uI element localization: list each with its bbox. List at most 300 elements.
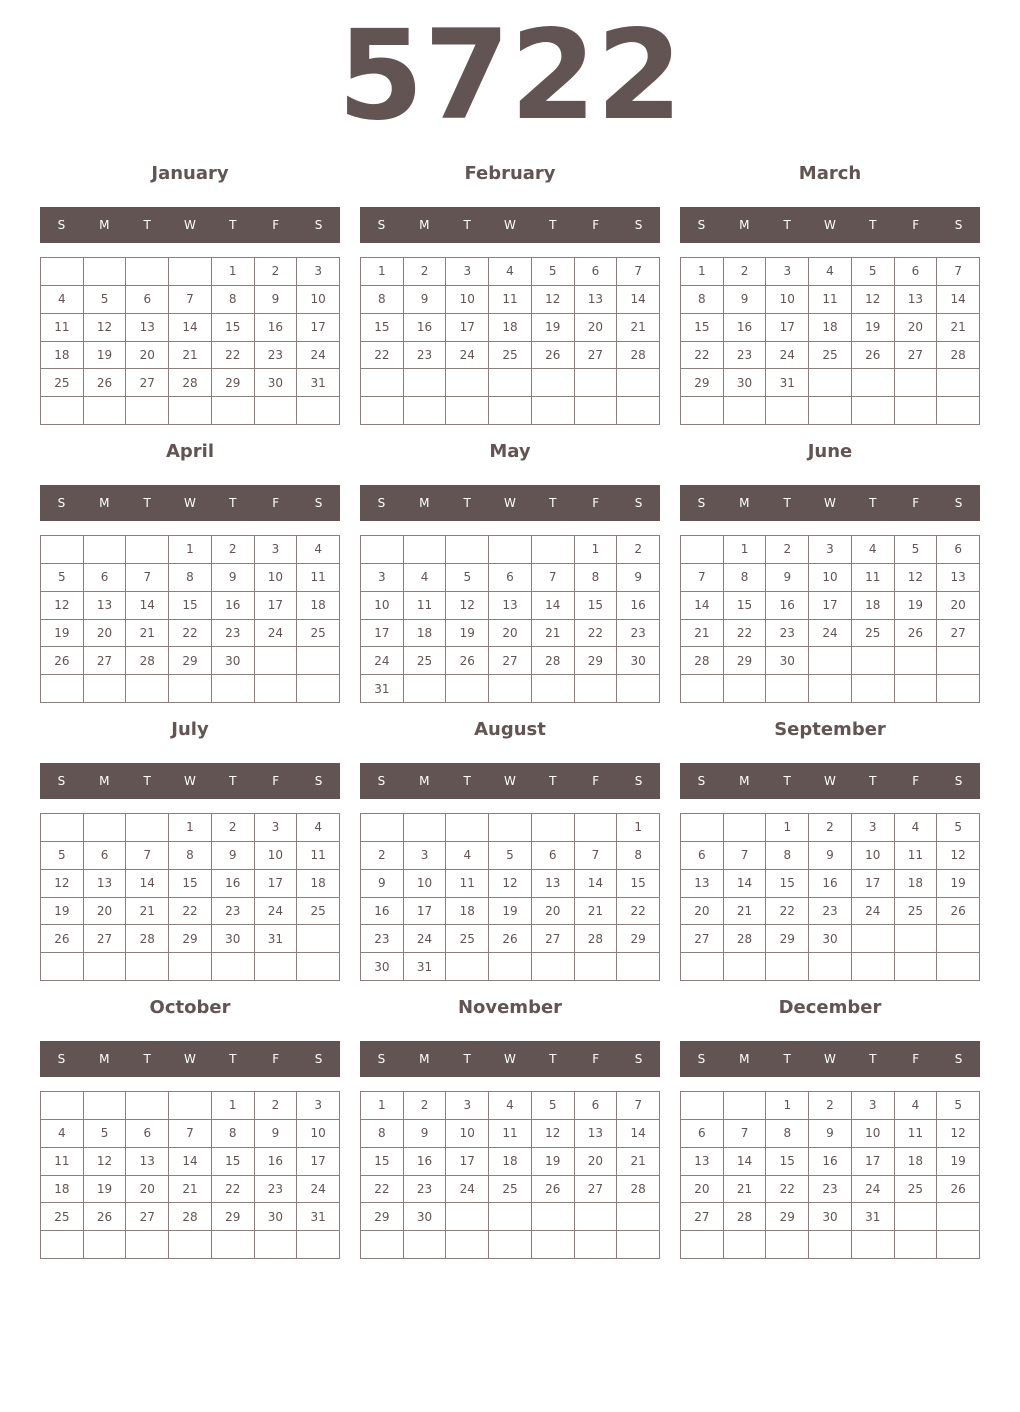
day-cell: 23 (809, 898, 852, 926)
weekday-header (360, 1041, 660, 1077)
weekday-label: S (634, 1052, 643, 1066)
day-cell: 20 (532, 898, 575, 926)
day-cell: 13 (895, 286, 938, 314)
day-cell: 6 (937, 536, 980, 564)
day-cell: 6 (681, 842, 724, 870)
day-cell: 21 (575, 898, 618, 926)
weekday-label: F (592, 1052, 600, 1066)
weekday-label: W (184, 496, 196, 510)
day-cell: 19 (489, 898, 532, 926)
day-cell: 23 (404, 342, 447, 370)
day-cell (41, 953, 84, 981)
day-cell: 29 (575, 647, 618, 675)
day-cell: 10 (852, 1120, 895, 1148)
day-cell (937, 675, 980, 703)
month-october (40, 990, 340, 1260)
day-cell: 23 (212, 620, 255, 648)
day-cell (852, 647, 895, 675)
day-cell (126, 258, 169, 286)
weekday-label: W (184, 1052, 196, 1066)
day-cell: 8 (617, 842, 660, 870)
day-cell: 18 (489, 314, 532, 342)
day-cell (724, 814, 767, 842)
weekday-label: T (229, 1052, 237, 1066)
day-cell: 21 (681, 620, 724, 648)
day-cell (489, 397, 532, 425)
day-cell: 15 (681, 314, 724, 342)
day-cell: 7 (724, 1120, 767, 1148)
day-cell: 29 (212, 1203, 255, 1231)
day-cell: 26 (41, 647, 84, 675)
weekday-label: T (783, 496, 791, 510)
month-july (40, 712, 340, 982)
weekday-label: T (869, 774, 877, 788)
day-cell: 30 (212, 925, 255, 953)
days-grid (360, 535, 660, 703)
day-cell (41, 1231, 84, 1259)
day-cell: 16 (404, 314, 447, 342)
day-cell (617, 953, 660, 981)
day-cell: 30 (404, 1203, 447, 1231)
day-cell (41, 536, 84, 564)
month-november (360, 990, 660, 1260)
day-cell (84, 536, 127, 564)
weekday-label: F (272, 218, 280, 232)
weekday-label: M (99, 1052, 110, 1066)
day-cell (766, 397, 809, 425)
day-cell: 19 (41, 620, 84, 648)
day-cell (937, 647, 980, 675)
day-cell: 19 (84, 1176, 127, 1204)
day-cell: 11 (297, 842, 340, 870)
day-cell: 14 (532, 592, 575, 620)
day-cell: 1 (212, 258, 255, 286)
day-cell: 3 (852, 814, 895, 842)
day-cell (361, 1231, 404, 1259)
weekday-label: T (869, 496, 877, 510)
day-cell: 27 (681, 1203, 724, 1231)
day-cell (766, 953, 809, 981)
day-cell (575, 953, 618, 981)
day-cell: 15 (617, 870, 660, 898)
day-cell: 31 (766, 369, 809, 397)
day-cell: 11 (297, 564, 340, 592)
day-cell: 24 (809, 620, 852, 648)
day-cell (681, 814, 724, 842)
day-cell: 8 (361, 1120, 404, 1148)
day-cell: 14 (126, 870, 169, 898)
day-cell: 28 (617, 342, 660, 370)
day-cell: 14 (169, 314, 212, 342)
day-cell: 25 (809, 342, 852, 370)
day-cell (937, 1231, 980, 1259)
day-cell: 20 (84, 620, 127, 648)
day-cell: 30 (361, 953, 404, 981)
day-cell (126, 675, 169, 703)
day-cell: 17 (766, 314, 809, 342)
day-cell: 28 (617, 1176, 660, 1204)
day-cell: 19 (532, 314, 575, 342)
day-cell: 7 (169, 286, 212, 314)
day-cell: 3 (404, 842, 447, 870)
day-cell (489, 1231, 532, 1259)
day-cell: 19 (532, 1148, 575, 1176)
weekday-label: F (592, 218, 600, 232)
day-cell: 23 (404, 1176, 447, 1204)
day-cell: 10 (852, 842, 895, 870)
day-cell: 9 (809, 1120, 852, 1148)
day-cell (212, 1231, 255, 1259)
day-cell: 13 (84, 870, 127, 898)
weekday-label: M (419, 218, 430, 232)
month-august (360, 712, 660, 982)
day-cell: 11 (404, 592, 447, 620)
day-cell (532, 536, 575, 564)
day-cell: 20 (681, 898, 724, 926)
day-cell: 27 (575, 1176, 618, 1204)
weekday-label: M (419, 1052, 430, 1066)
weekday-label: M (739, 496, 750, 510)
day-cell: 6 (126, 286, 169, 314)
day-cell: 1 (169, 536, 212, 564)
weekday-label: F (592, 774, 600, 788)
day-cell (169, 1092, 212, 1120)
day-cell: 8 (766, 842, 809, 870)
day-cell: 20 (126, 342, 169, 370)
weekday-header (40, 763, 340, 799)
day-cell: 1 (766, 1092, 809, 1120)
day-cell: 1 (766, 814, 809, 842)
day-cell (446, 397, 489, 425)
weekday-label: S (57, 496, 66, 510)
day-cell: 12 (937, 842, 980, 870)
day-cell (575, 675, 618, 703)
day-cell (681, 1231, 724, 1259)
day-cell: 7 (169, 1120, 212, 1148)
weekday-label: W (504, 774, 516, 788)
day-cell: 24 (297, 342, 340, 370)
day-cell: 22 (169, 898, 212, 926)
day-cell: 27 (84, 925, 127, 953)
day-cell (532, 369, 575, 397)
day-cell: 1 (361, 1092, 404, 1120)
weekday-label: T (463, 496, 471, 510)
weekday-label: T (549, 218, 557, 232)
day-cell: 31 (297, 1203, 340, 1231)
day-cell (724, 675, 767, 703)
day-cell: 11 (895, 1120, 938, 1148)
weekday-label: W (824, 496, 836, 510)
day-cell: 21 (937, 314, 980, 342)
day-cell: 4 (489, 1092, 532, 1120)
day-cell: 19 (937, 1148, 980, 1176)
day-cell (84, 1231, 127, 1259)
day-cell: 17 (809, 592, 852, 620)
day-cell: 20 (575, 314, 618, 342)
month-name: July (171, 719, 209, 740)
day-cell (446, 814, 489, 842)
day-cell: 18 (297, 592, 340, 620)
day-cell: 18 (446, 898, 489, 926)
weekday-label: S (954, 1052, 963, 1066)
day-cell (617, 369, 660, 397)
day-cell: 16 (255, 314, 298, 342)
weekday-label: T (463, 1052, 471, 1066)
weekday-label: M (739, 774, 750, 788)
day-cell: 5 (895, 536, 938, 564)
day-cell (724, 1231, 767, 1259)
day-cell: 27 (126, 1203, 169, 1231)
day-cell (169, 953, 212, 981)
day-cell: 9 (404, 286, 447, 314)
day-cell: 9 (255, 286, 298, 314)
weekday-label: W (824, 1052, 836, 1066)
day-cell: 24 (446, 1176, 489, 1204)
day-cell (297, 647, 340, 675)
day-cell: 26 (84, 1203, 127, 1231)
day-cell (126, 1231, 169, 1259)
day-cell: 12 (532, 286, 575, 314)
day-cell: 26 (895, 620, 938, 648)
day-cell: 23 (809, 1176, 852, 1204)
day-cell: 1 (575, 536, 618, 564)
weekday-header (680, 763, 980, 799)
day-cell: 2 (255, 258, 298, 286)
day-cell: 25 (446, 925, 489, 953)
day-cell: 18 (404, 620, 447, 648)
day-cell: 31 (404, 953, 447, 981)
day-cell: 5 (852, 258, 895, 286)
day-cell: 8 (169, 842, 212, 870)
day-cell: 17 (255, 592, 298, 620)
day-cell (937, 369, 980, 397)
month-name: November (457, 997, 563, 1018)
day-cell: 22 (212, 1176, 255, 1204)
day-cell: 29 (617, 925, 660, 953)
weekday-label: S (954, 218, 963, 232)
weekday-label: F (272, 774, 280, 788)
day-cell: 22 (766, 1176, 809, 1204)
day-cell (575, 1203, 618, 1231)
weekday-label: S (314, 218, 323, 232)
month-name: October (149, 997, 231, 1018)
day-cell (575, 814, 618, 842)
day-cell: 22 (724, 620, 767, 648)
weekday-label: T (229, 774, 237, 788)
day-cell: 12 (532, 1120, 575, 1148)
days-grid (40, 1091, 340, 1259)
day-cell: 8 (724, 564, 767, 592)
day-cell (212, 953, 255, 981)
day-cell: 8 (212, 1120, 255, 1148)
day-cell: 18 (41, 342, 84, 370)
day-cell: 12 (852, 286, 895, 314)
day-cell: 9 (361, 870, 404, 898)
weekday-label: S (377, 218, 386, 232)
day-cell: 28 (169, 1203, 212, 1231)
day-cell (255, 397, 298, 425)
day-cell (575, 369, 618, 397)
day-cell: 12 (895, 564, 938, 592)
day-cell: 15 (361, 1148, 404, 1176)
weekday-label: F (912, 218, 920, 232)
day-cell: 17 (852, 870, 895, 898)
day-cell: 8 (681, 286, 724, 314)
day-cell: 13 (937, 564, 980, 592)
day-cell: 22 (212, 342, 255, 370)
day-cell: 29 (681, 369, 724, 397)
day-cell: 30 (766, 647, 809, 675)
day-cell (809, 397, 852, 425)
day-cell: 17 (446, 314, 489, 342)
day-cell: 5 (84, 286, 127, 314)
weekday-label: T (463, 218, 471, 232)
day-cell: 9 (255, 1120, 298, 1148)
day-cell: 14 (937, 286, 980, 314)
day-cell (361, 369, 404, 397)
weekday-label: T (783, 1052, 791, 1066)
month-september (680, 712, 980, 982)
day-cell: 17 (852, 1148, 895, 1176)
day-cell: 9 (809, 842, 852, 870)
day-cell (297, 675, 340, 703)
weekday-label: S (954, 496, 963, 510)
day-cell (446, 953, 489, 981)
day-cell (617, 1203, 660, 1231)
day-cell: 15 (169, 870, 212, 898)
day-cell: 10 (446, 1120, 489, 1148)
day-cell: 5 (532, 1092, 575, 1120)
day-cell: 3 (852, 1092, 895, 1120)
day-cell (41, 814, 84, 842)
day-cell: 22 (361, 342, 404, 370)
day-cell: 15 (766, 1148, 809, 1176)
day-cell: 20 (937, 592, 980, 620)
day-cell (404, 675, 447, 703)
day-cell: 1 (361, 258, 404, 286)
day-cell (489, 536, 532, 564)
weekday-label: S (697, 774, 706, 788)
day-cell: 18 (41, 1176, 84, 1204)
day-cell (681, 397, 724, 425)
day-cell: 8 (766, 1120, 809, 1148)
day-cell: 15 (212, 314, 255, 342)
day-cell (126, 814, 169, 842)
day-cell: 24 (361, 647, 404, 675)
day-cell (532, 397, 575, 425)
day-cell: 11 (852, 564, 895, 592)
month-name: February (464, 163, 556, 184)
day-cell (895, 647, 938, 675)
day-cell (532, 814, 575, 842)
day-cell: 29 (169, 647, 212, 675)
weekday-label: T (783, 774, 791, 788)
day-cell: 23 (255, 342, 298, 370)
day-cell: 15 (212, 1148, 255, 1176)
day-cell: 31 (361, 675, 404, 703)
day-cell (809, 953, 852, 981)
day-cell: 7 (937, 258, 980, 286)
day-cell: 16 (724, 314, 767, 342)
day-cell: 4 (895, 1092, 938, 1120)
day-cell: 14 (724, 1148, 767, 1176)
day-cell: 21 (126, 898, 169, 926)
day-cell: 19 (84, 342, 127, 370)
day-cell (575, 397, 618, 425)
day-cell: 15 (361, 314, 404, 342)
day-cell: 19 (937, 870, 980, 898)
day-cell: 10 (297, 1120, 340, 1148)
day-cell: 16 (617, 592, 660, 620)
day-cell: 6 (84, 564, 127, 592)
day-cell (489, 369, 532, 397)
day-cell: 28 (937, 342, 980, 370)
day-cell: 7 (617, 1092, 660, 1120)
day-cell (255, 647, 298, 675)
weekday-header (680, 207, 980, 243)
day-cell: 30 (809, 1203, 852, 1231)
weekday-label: M (99, 774, 110, 788)
weekday-label: S (954, 774, 963, 788)
weekday-header (680, 485, 980, 521)
weekday-label: S (634, 774, 643, 788)
weekday-header (680, 1041, 980, 1077)
day-cell: 30 (617, 647, 660, 675)
day-cell: 13 (84, 592, 127, 620)
weekday-label: M (99, 218, 110, 232)
day-cell: 31 (297, 369, 340, 397)
day-cell (361, 814, 404, 842)
day-cell: 1 (681, 258, 724, 286)
day-cell: 30 (255, 1203, 298, 1231)
day-cell (852, 369, 895, 397)
day-cell: 12 (446, 592, 489, 620)
day-cell: 22 (617, 898, 660, 926)
day-cell (681, 953, 724, 981)
day-cell: 13 (489, 592, 532, 620)
day-cell (809, 675, 852, 703)
day-cell (126, 536, 169, 564)
day-cell: 18 (297, 870, 340, 898)
day-cell: 27 (937, 620, 980, 648)
day-cell: 8 (361, 286, 404, 314)
weekday-label: T (229, 218, 237, 232)
day-cell (404, 536, 447, 564)
day-cell (84, 258, 127, 286)
day-cell: 20 (126, 1176, 169, 1204)
day-cell: 23 (724, 342, 767, 370)
day-cell: 21 (532, 620, 575, 648)
day-cell: 26 (937, 1176, 980, 1204)
day-cell: 9 (766, 564, 809, 592)
day-cell: 2 (809, 814, 852, 842)
month-name: December (778, 997, 882, 1018)
day-cell: 2 (809, 1092, 852, 1120)
month-name: January (151, 163, 229, 184)
day-cell (895, 397, 938, 425)
day-cell (895, 675, 938, 703)
day-cell: 9 (212, 842, 255, 870)
day-cell: 3 (361, 564, 404, 592)
year-title: 5722 (337, 4, 683, 148)
day-cell: 18 (809, 314, 852, 342)
day-cell: 16 (361, 898, 404, 926)
weekday-label: W (504, 496, 516, 510)
day-cell (852, 925, 895, 953)
day-cell (297, 1231, 340, 1259)
day-cell: 23 (617, 620, 660, 648)
day-cell (255, 953, 298, 981)
